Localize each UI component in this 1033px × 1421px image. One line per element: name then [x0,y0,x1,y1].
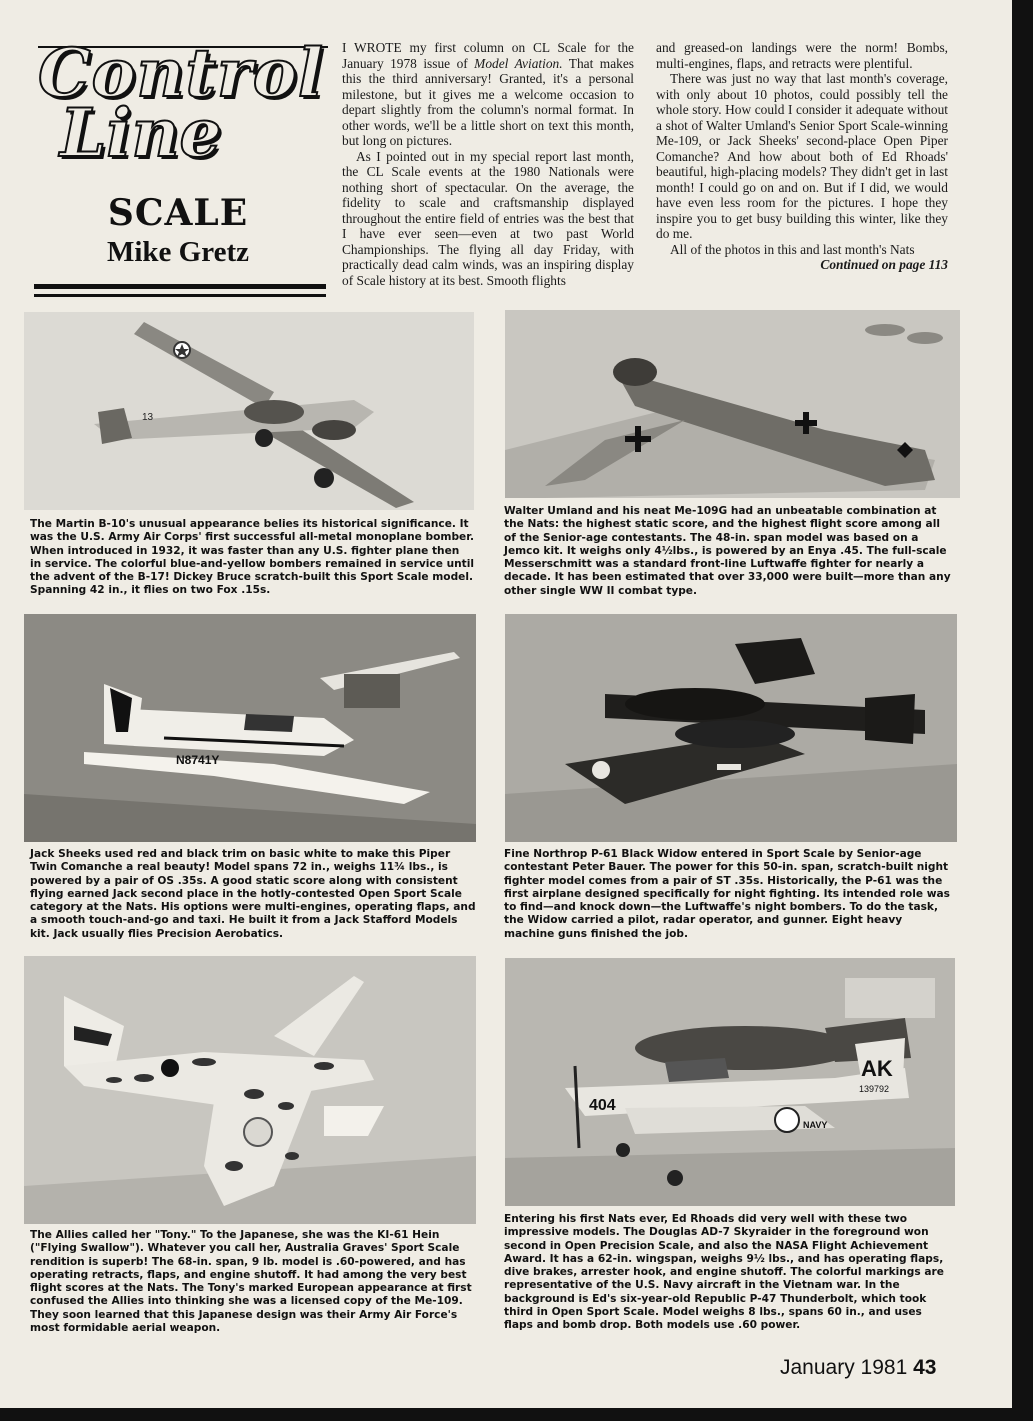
b10-illustration [24,312,474,510]
section-title: SCALE [107,192,249,234]
article-paragraph: All of the photos in this and last month's Nats [670,241,915,257]
caption-p61: Fine Northrop P-61 Black Widow entered in Sport Scale by Senior-age contestant Peter Bauer. The power for this 50-in. span, scratch-built night fighter model comes from a pair of ST .35s. Historically, the P-61 was the first airplane designed specifically for night fighting. Its intended role was to find—and knock down—the Luftwaffe's night bombers. To do the task, the Widow carried a pilot, radar operator, and gunner. Eight heavy machine guns finished the job. [504,848,950,940]
header-bar-thin [34,294,326,297]
column-title-script [38,34,328,172]
photo-piper-comanche [24,614,476,842]
photo-p61 [505,614,957,842]
photo-martin-b10 [24,312,474,510]
skyraider-tail-serial: 139792 [859,1084,890,1094]
header-bar-thick [34,284,326,289]
photo-me109g [505,310,960,498]
article-column-1 [342,40,634,288]
photo-skyraider-p47 [505,958,955,1206]
article-column-2 [656,40,948,273]
caption-skyraider: Entering his first Nats ever, Ed Rhoads did very well with these two impressive models. The Douglas AD-7 Skyraider in the foreground won second in Open Precision Scale, and also the NASA Flight Achievement Award. It has a 62-in. wingspan, weighs 9½ lbs., and has operating flaps, dive brakes, arrester hook, and engine shutoff. The colorful markings are representative of the U.S. Navy aircraft in the Vietnam war. In the background is Ed's six-year-old Republic P-47 Thunderbolt, which took third in Open Sport Scale. Model weighs 8 lbs., spans 60 in., and uses flaps and bomb drop. Both models use .60 power. [504,1213,944,1332]
me109-illustration [505,310,960,498]
skyraider-navy-label: NAVY [803,1120,828,1130]
issue-date: January 1981 [780,1356,908,1379]
column-header [30,34,326,302]
photo-ki61-tony [24,956,476,1224]
article-paragraph: I WROTE my first column on CL Scale for the January 1978 issue of Model Aviation. That makes this the third anniversary! Granted, it's a personal milestone, but it gives me a welcome occasion to depart slightly from the column's normal format. In other words, we'll be a little short on text this month, but long on pictures. [342,40,634,148]
p61-illustration [505,614,957,842]
comanche-registration: N8741Y [176,753,220,767]
article-paragraph: There was just no way that last month's coverage, with only about 10 photos, could possibly tell the whole story. How could I consider it adequate without a shot of Walter Umland's Senior Sport Scale-winning Me-109, or Jack Sheeks' second-place Open Piper Comanche? And how about both of Ed Rhoads' beautiful, high-placing models? They didn't get in last month! I could go on and on. But if I did, we would have even less room for the pictures. I hope they inspire you to get busy building this winter, like they do me. [656,71,948,241]
skyraider-tail-code: AK [861,1056,893,1081]
caption-b10: The Martin B-10's unusual appearance belies its historical significance. It was the U.S. Army Air Corps' first successful all-metal monoplane bomber. When introduced in 1932, it was faster than any U.S. fighter plane then in service. The colorful blue-and-yellow bombers remained in service until the advent of the B-17! Dickey Bruce scratch-built this Sport Scale model. Spanning 42 in., it flies on two Fox .15s. [30,518,474,597]
page-number: 43 [913,1356,937,1379]
skyraider-illustration [505,958,955,1206]
continued-note: Continued on page 113 [820,257,948,272]
title-line-control: Control [38,34,324,112]
article-paragraph: and greased-on landings were the norm! Bombs, multi-engines, flaps, and retracts were plentiful. [656,40,948,71]
caption-tony: The Allies called her "Tony." To the Japanese, she was the KI-61 Hein ("Flying Swallow"). Whatever you call her, Australia Graves' Sport Scale rendition is superb! The 68-in. span, 9 lb. model is .60-powered, and has operating retracts, flaps, and engine shutoff. It had among the very best flight scores at the Nats. The Tony's marked European appearance at first confused the Allies into thinking she was a licensed copy of the Me-109. They soon learned that this Japanese design was their Army Air Force's most formidable aerial weapon. [30,1229,472,1335]
b10-tail-number: 13 [142,412,154,423]
skyraider-nose-number: 404 [589,1097,616,1114]
page-folio [780,1356,936,1380]
comanche-illustration [24,614,476,842]
tony-illustration [24,956,476,1224]
title-line-line: Line [60,94,222,172]
caption-comanche: Jack Sheeks used red and black trim on basic white to make this Piper Twin Comanche a real beauty! Model spans 72 in., weighs 11¾ lbs., is powered by a pair of OS .35s. A good static score along with consistent flying earned Jack second place in the hotly-contested Open Sport Scale category at the Nats. His options were multi-engines, operating flaps, and a smooth touch-and-go and taxi. He built it from a Jack Stafford Models kit. Jack usually flies Precision Aerobatics. [30,848,476,940]
caption-me109: Walter Umland and his neat Me-109G had an unbeatable combination at the Nats: the highest static score, and the highest flight score among all of the Senior-age contestants. The 48-in. span model was based on a Jemco kit. It weighs only 4½lbs., is powered by an Enya .45. The full-scale Messerschmitt was a standard front-line Luftwaffe fighter for nearly a decade. It has been estimated that over 33,000 were built—more than any other single WW II combat type. [504,505,951,597]
author-byline: Mike Gretz [107,236,249,268]
article-paragraph: As I pointed out in my special report last month, the CL Scale events at the 1980 Nationals were nothing short of spectacular. On the average, the fidelity to scale and craftsmanship displayed throughout the entire field of entries was the best that I have ever seen—even at two past World Championships. The flying all day Friday, with practically dead calm winds, was an inspiring display of Scale history at its best. Smooth flights [342,148,634,288]
